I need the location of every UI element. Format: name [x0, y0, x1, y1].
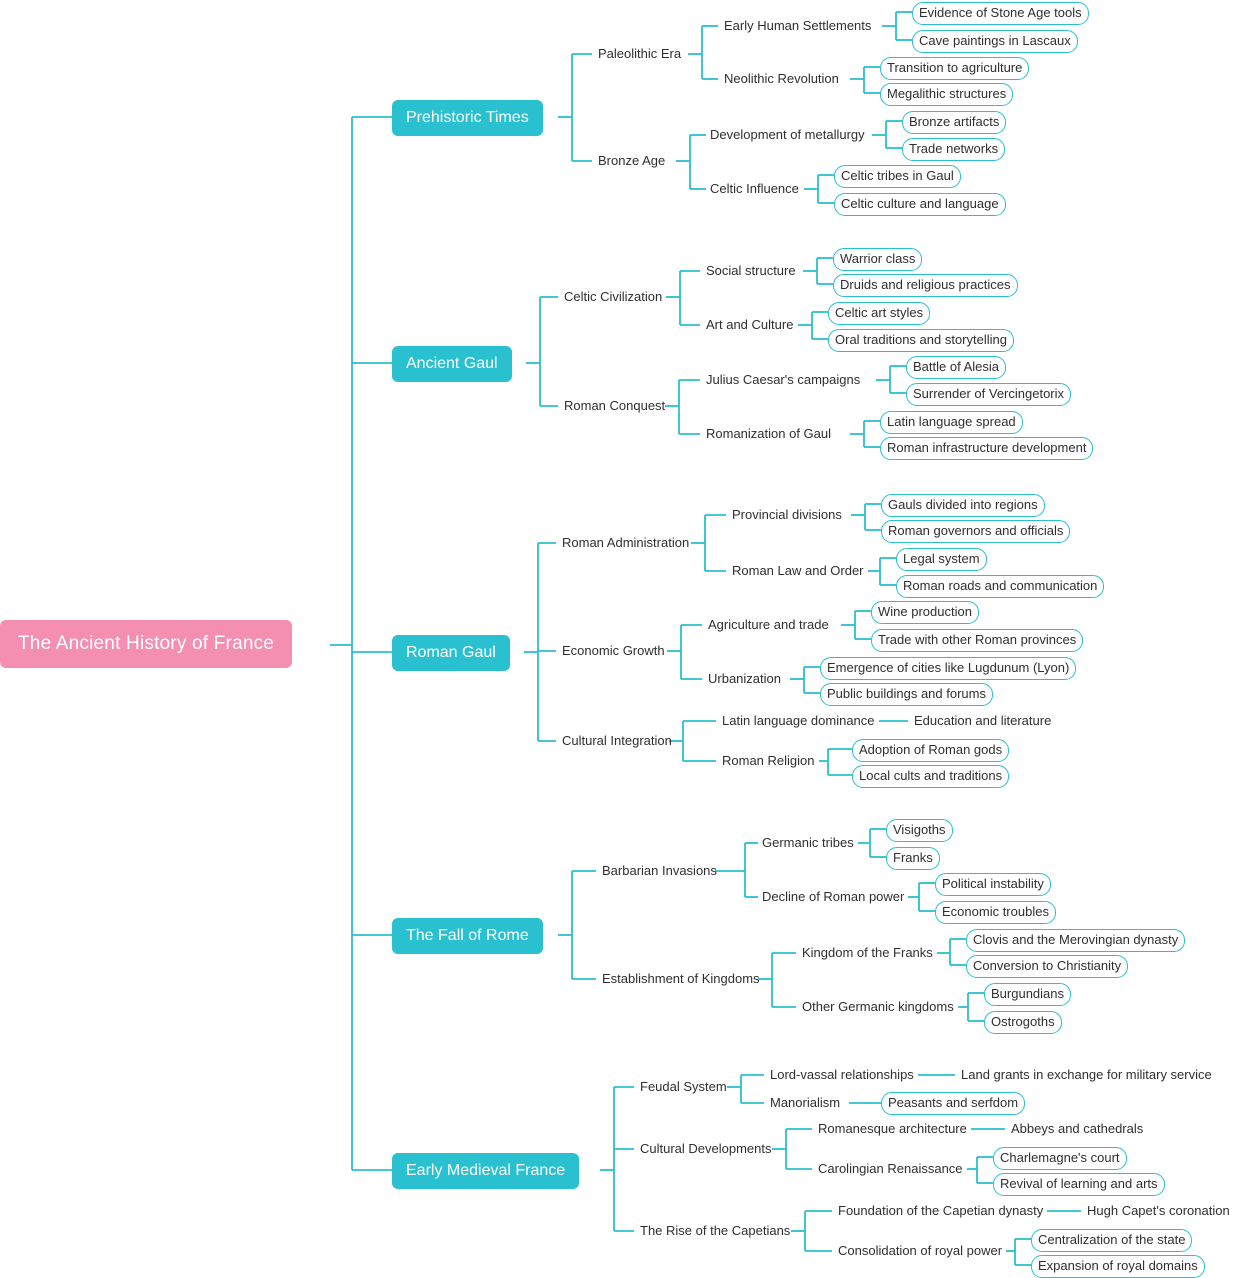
- leaf-node[interactable]: Education and literature: [910, 711, 1055, 732]
- subnode[interactable]: Roman Administration: [562, 535, 690, 550]
- branch-node-ancient-gaul[interactable]: Ancient Gaul: [392, 346, 512, 382]
- leaf-node[interactable]: Cave paintings in Lascaux: [912, 30, 1078, 53]
- leaf-node[interactable]: Ostrogoths: [984, 1011, 1062, 1034]
- branch-node-prehistoric-times[interactable]: Prehistoric Times: [392, 100, 543, 136]
- leaf-node[interactable]: Megalithic structures: [880, 83, 1013, 106]
- leaf-node[interactable]: Trade with other Roman provinces: [871, 629, 1083, 652]
- leaf-node[interactable]: Art and Culture: [702, 315, 797, 336]
- leaf-node[interactable]: Legal system: [896, 548, 987, 571]
- leaf-node[interactable]: Emergence of cities like Lugdunum (Lyon): [820, 657, 1076, 680]
- root-node[interactable]: The Ancient History of France: [0, 620, 292, 668]
- leaf-node[interactable]: Franks: [886, 847, 940, 870]
- subnode[interactable]: Barbarian Invasions: [602, 863, 717, 878]
- leaf-node[interactable]: Social structure: [702, 261, 800, 282]
- leaf-node[interactable]: Celtic culture and language: [834, 193, 1006, 216]
- branch-node-early-medieval-france[interactable]: Early Medieval France: [392, 1153, 579, 1189]
- leaf-node[interactable]: Romanesque architecture: [814, 1119, 971, 1140]
- leaf-node[interactable]: Kingdom of the Franks: [798, 943, 937, 964]
- leaf-node[interactable]: Revival of learning and arts: [993, 1173, 1165, 1196]
- leaf-node[interactable]: Decline of Roman power: [758, 887, 908, 908]
- subnode[interactable]: Cultural Integration: [562, 733, 672, 748]
- subnode[interactable]: Economic Growth: [562, 643, 665, 658]
- leaf-node[interactable]: Abbeys and cathedrals: [1007, 1119, 1147, 1140]
- leaf-node[interactable]: Surrender of Vercingetorix: [906, 383, 1071, 406]
- leaf-node[interactable]: Bronze artifacts: [902, 111, 1006, 134]
- leaf-node[interactable]: Latin language dominance: [718, 711, 879, 732]
- leaf-node[interactable]: Urbanization: [704, 669, 785, 690]
- leaf-node[interactable]: Roman governors and officials: [881, 520, 1070, 543]
- leaf-node[interactable]: Roman infrastructure development: [880, 437, 1093, 460]
- leaf-node[interactable]: Celtic Influence: [706, 179, 803, 200]
- leaf-node[interactable]: Clovis and the Merovingian dynasty: [966, 929, 1185, 952]
- leaf-node[interactable]: Trade networks: [902, 138, 1005, 161]
- leaf-node[interactable]: Local cults and traditions: [852, 765, 1009, 788]
- leaf-node[interactable]: Roman roads and communication: [896, 575, 1104, 598]
- leaf-node[interactable]: Germanic tribes: [758, 833, 858, 854]
- leaf-node[interactable]: Druids and religious practices: [833, 274, 1018, 297]
- leaf-node[interactable]: Agriculture and trade: [704, 615, 833, 636]
- leaf-node[interactable]: Carolingian Renaissance: [814, 1159, 967, 1180]
- leaf-node[interactable]: Conversion to Christianity: [966, 955, 1128, 978]
- leaf-node[interactable]: Consolidation of royal power: [834, 1241, 1006, 1262]
- branch-node-the-fall-of-rome[interactable]: The Fall of Rome: [392, 918, 543, 954]
- subnode[interactable]: Celtic Civilization: [564, 289, 663, 304]
- leaf-node[interactable]: Celtic tribes in Gaul: [834, 165, 961, 188]
- leaf-node[interactable]: Evidence of Stone Age tools: [912, 2, 1089, 25]
- leaf-node[interactable]: Neolithic Revolution: [720, 69, 843, 90]
- leaf-node[interactable]: Transition to agriculture: [880, 57, 1029, 80]
- leaf-node[interactable]: Lord-vassal relationships: [766, 1065, 918, 1086]
- subnode[interactable]: Feudal System: [640, 1079, 727, 1094]
- leaf-node[interactable]: Warrior class: [833, 248, 922, 271]
- leaf-node[interactable]: Romanization of Gaul: [702, 424, 835, 445]
- leaf-node[interactable]: Expansion of royal domains: [1031, 1255, 1205, 1278]
- subnode[interactable]: Roman Conquest: [564, 398, 666, 413]
- subnode[interactable]: The Rise of the Capetians: [640, 1223, 791, 1238]
- leaf-node[interactable]: Visigoths: [886, 819, 953, 842]
- leaf-node[interactable]: Battle of Alesia: [906, 356, 1006, 379]
- leaf-node[interactable]: Roman Law and Order: [728, 561, 868, 582]
- leaf-node[interactable]: Land grants in exchange for military service: [957, 1065, 1216, 1086]
- leaf-node[interactable]: Oral traditions and storytelling: [828, 329, 1014, 352]
- leaf-node[interactable]: Roman Religion: [718, 751, 819, 772]
- leaf-node[interactable]: Julius Caesar's campaigns: [702, 370, 864, 391]
- subnode[interactable]: Bronze Age: [598, 153, 666, 168]
- branch-node-roman-gaul[interactable]: Roman Gaul: [392, 635, 510, 671]
- leaf-node[interactable]: Wine production: [871, 601, 979, 624]
- subnode[interactable]: Cultural Developments: [640, 1141, 772, 1156]
- leaf-node[interactable]: Economic troubles: [935, 901, 1056, 924]
- leaf-node[interactable]: Hugh Capet's coronation: [1083, 1201, 1234, 1222]
- leaf-node[interactable]: Provincial divisions: [728, 505, 846, 526]
- leaf-node[interactable]: Centralization of the state: [1031, 1229, 1192, 1252]
- leaf-node[interactable]: Burgundians: [984, 983, 1071, 1006]
- leaf-node[interactable]: Peasants and serfdom: [881, 1092, 1025, 1115]
- leaf-node[interactable]: Adoption of Roman gods: [852, 739, 1009, 762]
- leaf-node[interactable]: Manorialism: [766, 1093, 844, 1114]
- leaf-node[interactable]: Public buildings and forums: [820, 683, 993, 706]
- leaf-node[interactable]: Gauls divided into regions: [881, 494, 1045, 517]
- subnode[interactable]: Paleolithic Era: [598, 46, 682, 61]
- subnode[interactable]: Establishment of Kingdoms: [602, 971, 760, 986]
- leaf-node[interactable]: Latin language spread: [880, 411, 1023, 434]
- leaf-node[interactable]: Celtic art styles: [828, 302, 930, 325]
- leaf-node[interactable]: Charlemagne's court: [993, 1147, 1127, 1170]
- leaf-node[interactable]: Political instability: [935, 873, 1051, 896]
- leaf-node[interactable]: Development of metallurgy: [706, 125, 869, 146]
- leaf-node[interactable]: Foundation of the Capetian dynasty: [834, 1201, 1047, 1222]
- leaf-node[interactable]: Other Germanic kingdoms: [798, 997, 958, 1018]
- leaf-node[interactable]: Early Human Settlements: [720, 16, 875, 37]
